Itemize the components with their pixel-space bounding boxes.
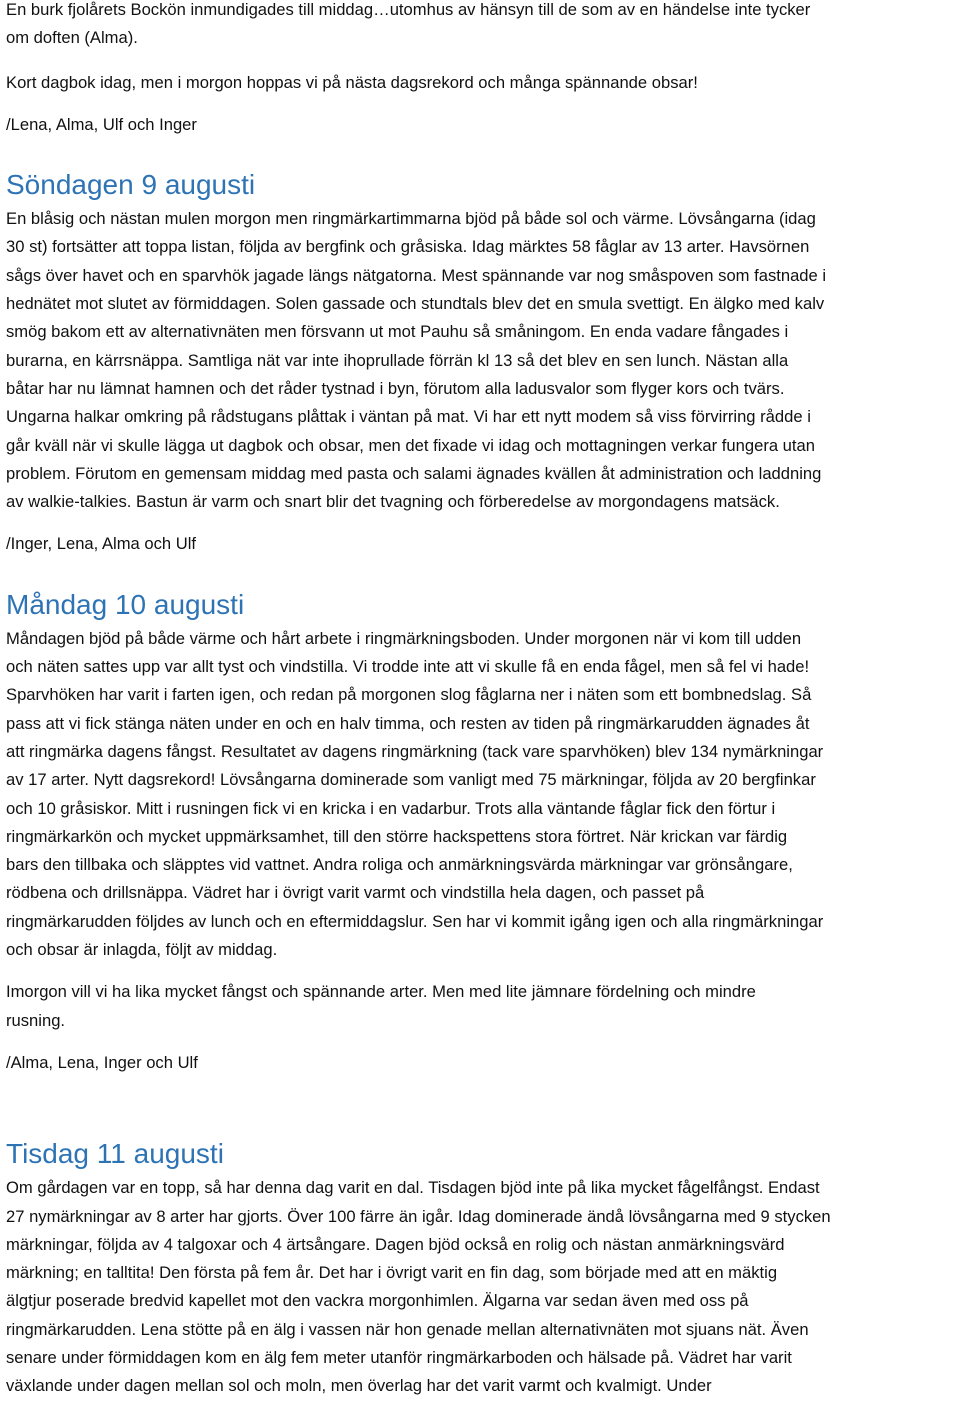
text-line: älgtjur poserade bredvid kapellet mot den vackra morgonhimlen. Älgarna var sedan även med oss på [6, 1291, 749, 1311]
text-line: pass att vi fick stänga näten under en och en halv timma, och resten av tiden på ringmärkarudden ägnades åt [6, 713, 810, 733]
text-line: rusning. [6, 1010, 66, 1030]
text-line: av 17 arter. Nytt dagsrekord! Lövsångarna dominerade som vanligt med 75 märkningar, följda av 20 bergfinkar [6, 770, 816, 790]
text-line: 27 nymärkningar av 8 arter har gjorts. Över 100 färre än igår. Idag dominerade ändå lövsångarna med 9 stycken [6, 1206, 831, 1226]
text-line: märkning; en talltita! Den första på fem år. Det har i övrigt varit en fin dag, som började med att en mäktig [6, 1263, 778, 1283]
text-line: ringmärkarkön och mycket uppmärksamhet, till den större hackspettens stora förtret. När krickan var färdig [6, 826, 788, 846]
text-line: Måndagen bjöd på både värme och hårt arbete i ringmärkningsboden. Under morgonen när vi kom till udden [6, 628, 802, 648]
text-line: 30 st) fortsätter att toppa listan, följda av bergfink och gråsiska. Idag märktes 58 fåglar av 13 arter. Havsörnen [6, 237, 810, 257]
monday-paragraph [6, 625, 958, 965]
text-line: Kort dagbok idag, men i morgon hoppas vi på nästa dagsrekord och många spännande obsar! [6, 72, 698, 92]
text-line: Ungarna halkar omkring på rådstugans plåttak i väntan på mat. Vi har ett nytt modem så viss förvirring rådde i [6, 407, 811, 427]
intro-paragraph [6, 0, 958, 53]
text-line: En blåsig och nästan mulen morgon men ringmärkartimmarna bjöd på både sol och värme. Lövsångarna (idag [6, 209, 816, 229]
text-line: märkningar, följda av 4 talgoxar och 4 ärtsångare. Dagen bjöd också en rolig och nästan anmärkningsvärd [6, 1234, 785, 1254]
text-line: om doften (Alma). [6, 28, 138, 48]
text-line: av walkie-talkies. Bastun är varm och snart blir det tvagning och förberedelse av morgondagens matsäck. [6, 492, 780, 512]
text-line: Sparvhöken har varit i farten igen, och redan på morgonen slog fåglarna ner i näten som ett bombnedslag. Så [6, 685, 812, 705]
text-line: problem. Förutom en gemensam middag med pasta och salami ägnades kvällen åt administration och laddning [6, 463, 822, 483]
heading-tuesday: Tisdag 11 augusti [6, 1138, 224, 1170]
monday-paragraph-2 [6, 978, 958, 1035]
text-line: senare under förmiddagen kom en älg fem meter utanför ringmärkarboden och hälsade på. Vädret har varit [6, 1347, 792, 1367]
text-line: En burk fjolårets Bockön inmundigades till middag…utomhus av hänsyn till de som av en händelse inte tycker [6, 0, 811, 19]
text-line: hednätet mot slutet av förmiddagen. Solen gassade och stundtals blev det en smula svettigt. En älgko med kalv [6, 294, 825, 314]
text-line: går kväll när vi skulle lägga ut dagbok och obsar, men det fixade vi idag och mottagningen verkar fungera utan [6, 435, 815, 455]
heading-monday: Måndag 10 augusti [6, 588, 245, 620]
intro-signature: /Lena, Alma, Ulf och Inger [6, 114, 197, 134]
text-line: sågs över havet och en sparvhök jagade längs nätgatorna. Mest spännande var nog småspoven som fastnade i [6, 265, 827, 285]
document-page [6, 0, 958, 1401]
text-line: burarna, en kärrsnäppa. Samtliga nät var inte ihoprullade förrän kl 13 så det blev en sen lunch. Nästan alla [6, 350, 789, 370]
sunday-signature: /Inger, Lena, Alma och Ulf [6, 534, 197, 554]
tuesday-paragraph [6, 1174, 958, 1400]
heading-sunday: Söndagen 9 augusti [6, 169, 256, 201]
text-line: och 10 gråsiskor. Mitt i rusningen fick vi en kricka i en vadarbur. Trots alla väntande fåglar fick den förtur i [6, 798, 776, 818]
text-line: smög bakom ett av alternativnäten men försvann ut mot Pauhu så småningom. En enda vadare fångades i [6, 322, 789, 342]
monday-signature: /Alma, Lena, Inger och Ulf [6, 1052, 198, 1072]
text-line: ringmärkarudden. Lena stötte på en älg i vassen när hon genade mellan alternativnäten mot sjuans nät. Även [6, 1319, 809, 1339]
text-line: Imorgon vill vi ha lika mycket fångst och spännande arter. Men med lite jämnare fördelning och mindre [6, 982, 756, 1002]
text-line: växlande under dagen mellan sol och moln, men överlag har det varit varmt och kvalmigt. Under [6, 1376, 712, 1396]
text-line: ringmärkarudden följdes av lunch och en eftermiddagslur. Sen har vi kommit igång igen och alla ringmärkningar [6, 911, 824, 931]
text-line: båtar har nu lämnat hamnen och det råder tystnad i byn, förutom alla ladusvalor som flyger kors och tvärs. [6, 378, 785, 398]
text-line: Om gårdagen var en topp, så har denna dag varit en dal. Tisdagen bjöd inte på lika mycket fågelfångst. Endast [6, 1178, 820, 1198]
sunday-paragraph [6, 205, 958, 516]
intro-paragraph-2 [6, 69, 958, 97]
text-line: att ringmärka dagens fångst. Resultatet av dagens ringmärkning (tack vare sparvhöken) blev 134 nymärkningar [6, 741, 824, 761]
text-line: och obsar är inlagda, följt av middag. [6, 940, 278, 960]
text-line: bars den tillbaka och släpptes vid vattnet. Andra roliga och anmärkningsvärda märkningar var grönsångare, [6, 855, 793, 875]
text-line: och näten sattes upp var allt tyst och vindstilla. Vi trodde inte att vi skulle få en enda fågel, men så fel vi hade! [6, 657, 810, 677]
text-line: rödbena och drillsnäppa. Vädret har i övrigt varit varmt och vindstilla hela dagen, och passet på [6, 883, 705, 903]
